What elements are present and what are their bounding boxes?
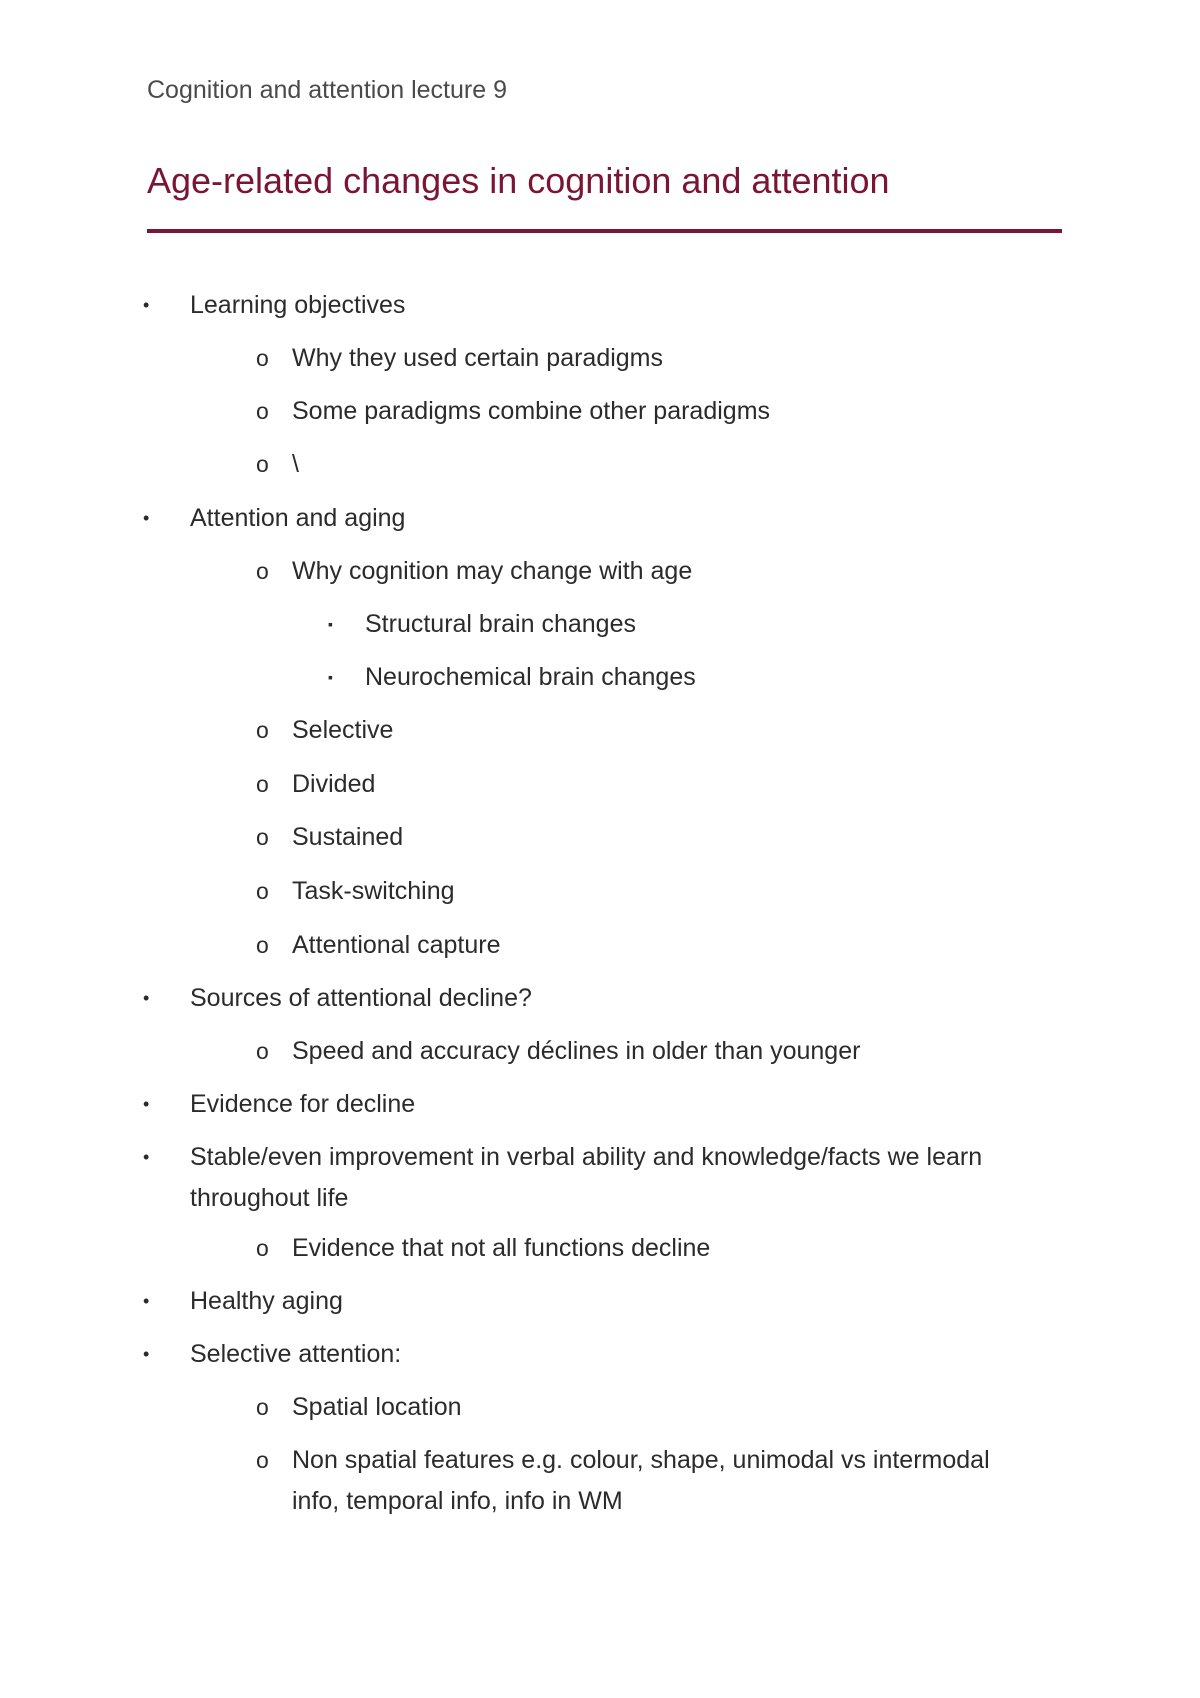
bullet-item — [143, 978, 1070, 1019]
circle-bullet-icon: o — [256, 1394, 269, 1420]
outline-text: Sources of attentional decline? — [190, 984, 532, 1012]
sub-bullet-item — [256, 817, 1002, 858]
outline-text: Attention and aging — [190, 504, 406, 532]
circle-bullet-icon: o — [256, 771, 269, 797]
sub-bullet-item — [256, 871, 1002, 912]
circle-bullet-icon: o — [256, 345, 269, 371]
sub-bullet-item — [256, 710, 1002, 751]
bullet-item — [143, 1281, 1070, 1322]
outline-text: Stable/even improvement in verbal ability and knowledge/facts we learn throughout life — [190, 1143, 983, 1212]
sub-sub-bullet-item — [328, 657, 1005, 698]
bullet-icon: • — [143, 1094, 150, 1114]
bullet-item — [143, 1137, 1070, 1219]
circle-bullet-icon: o — [256, 451, 269, 477]
outline-text: Selective — [292, 716, 394, 744]
sub-bullet-item — [256, 1031, 1002, 1072]
circle-bullet-icon: o — [256, 1235, 269, 1261]
square-bullet-icon: ▪ — [328, 616, 333, 632]
page-header: Cognition and attention lecture 9 — [147, 76, 507, 104]
sub-bullet-item — [256, 764, 1002, 805]
bullet-icon: • — [143, 1291, 150, 1311]
outline-text: Evidence that not all functions decline — [292, 1234, 711, 1262]
circle-bullet-icon: o — [256, 1447, 269, 1473]
outline-text: \ — [292, 450, 299, 478]
bullet-icon: • — [143, 1344, 150, 1364]
bullet-item — [143, 1334, 1070, 1375]
sub-bullet-item — [256, 1440, 1002, 1522]
circle-bullet-icon: o — [256, 824, 269, 850]
sub-bullet-item — [256, 925, 1002, 966]
sub-bullet-item — [256, 444, 1002, 485]
outline-text: Selective attention: — [190, 1340, 402, 1368]
outline-text: Neurochemical brain changes — [365, 663, 696, 691]
bullet-icon: • — [143, 988, 150, 1008]
outline-text: Non spatial features e.g. colour, shape, unimodal vs intermodal info, temporal info, info in WM — [292, 1446, 990, 1515]
circle-bullet-icon: o — [256, 1038, 269, 1064]
bullet-item — [143, 498, 1070, 539]
outline-text: Why cognition may change with age — [292, 557, 693, 585]
outline-text: Some paradigms combine other paradigms — [292, 397, 771, 425]
outline-text: Task-switching — [292, 877, 455, 905]
circle-bullet-icon: o — [256, 558, 269, 584]
circle-bullet-icon: o — [256, 717, 269, 743]
outline-text: Attentional capture — [292, 931, 501, 959]
sub-bullet-item — [256, 338, 1002, 379]
circle-bullet-icon: o — [256, 932, 269, 958]
bullet-icon: • — [143, 295, 150, 315]
sub-bullet-item — [256, 1387, 1002, 1428]
sub-bullet-item — [256, 391, 1002, 432]
page-title: Age-related changes in cognition and attention — [147, 160, 890, 201]
outline-text: Learning objectives — [190, 291, 406, 319]
outline-text: Structural brain changes — [365, 610, 636, 638]
outline-text: Divided — [292, 770, 376, 798]
outline-text: Why they used certain paradigms — [292, 344, 664, 372]
outline-text: Evidence for decline — [190, 1090, 416, 1118]
square-bullet-icon: ▪ — [328, 669, 333, 685]
bullet-icon: • — [143, 508, 150, 528]
outline-text: Sustained — [292, 823, 404, 851]
bullet-item — [143, 285, 1070, 326]
circle-bullet-icon: o — [256, 398, 269, 424]
sub-bullet-item — [256, 551, 1002, 592]
circle-bullet-icon: o — [256, 878, 269, 904]
title-underline — [147, 229, 1062, 233]
outline-text: Spatial location — [292, 1393, 462, 1421]
sub-sub-bullet-item — [328, 604, 1005, 645]
outline-text: Speed and accuracy déclines in older than younger — [292, 1037, 861, 1065]
bullet-item — [143, 1084, 1070, 1125]
bullet-icon: • — [143, 1147, 150, 1167]
sub-bullet-item — [256, 1228, 1002, 1269]
outline-text: Healthy aging — [190, 1287, 343, 1315]
